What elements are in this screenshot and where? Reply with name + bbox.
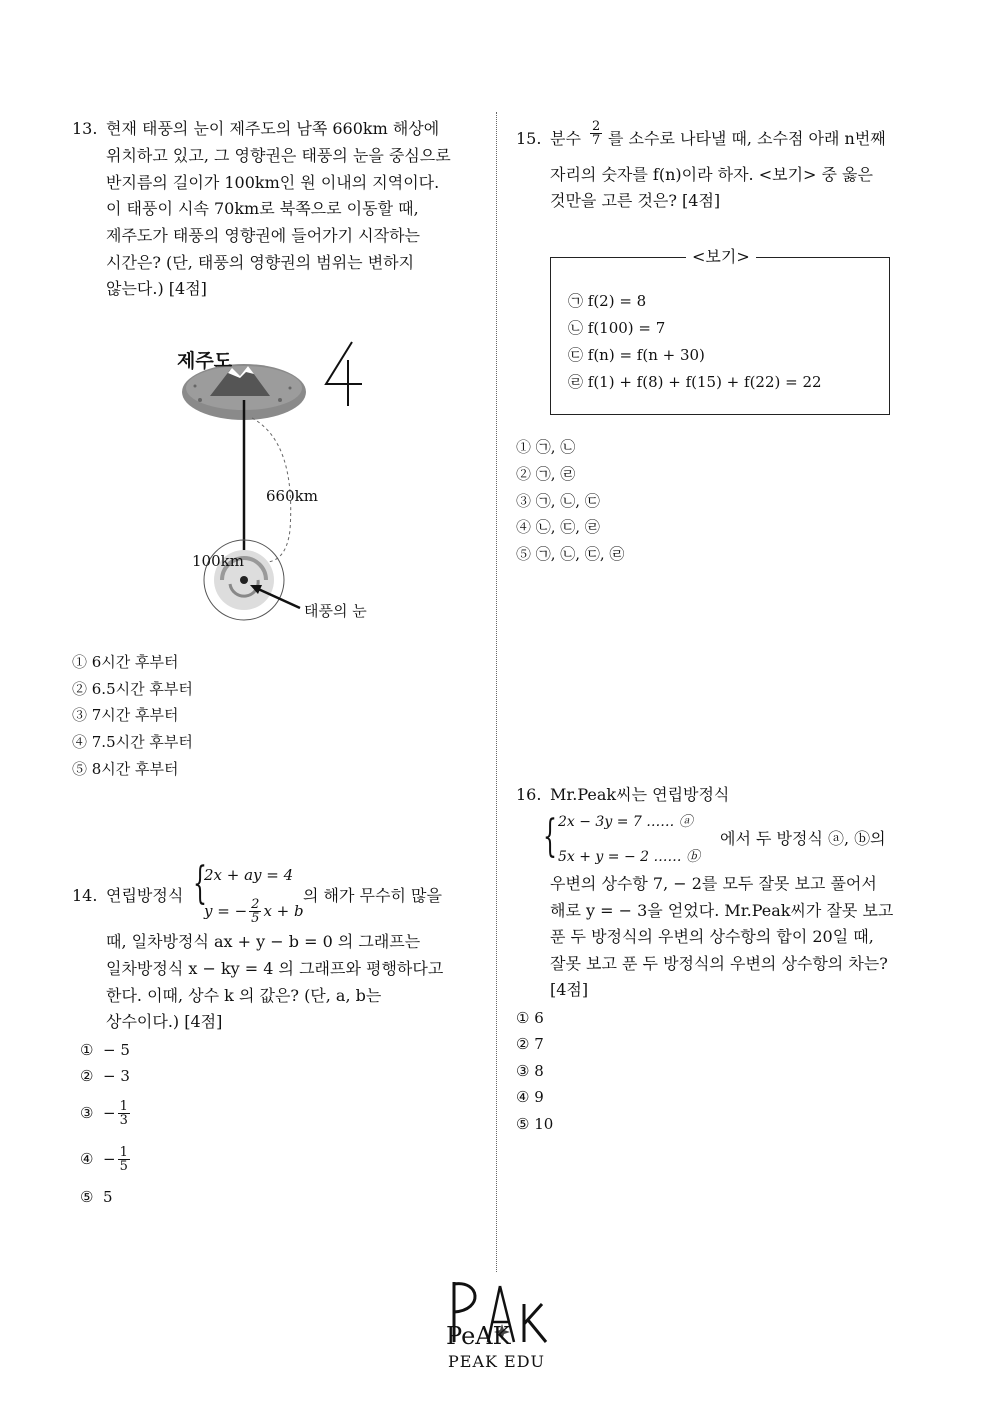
radius-label: 100km <box>192 552 244 570</box>
question-text-line: 푼 두 방정식의 우변의 상수항의 합이 20일 때, <box>550 927 874 946</box>
example-item: ㉢ f(n) = f(n + 30) <box>568 346 705 364</box>
choice-3[interactable]: ③ ㉠, ㉡, ㉢ <box>516 492 600 510</box>
question-lead: 분수 <box>550 129 581 148</box>
typhoon-figure <box>170 330 400 630</box>
choice-1[interactable]: ① ㉠, ㉡ <box>516 438 576 456</box>
system-brace: { <box>193 858 207 909</box>
choice-4[interactable]: ④ ㉡, ㉢, ㉣ <box>516 518 600 536</box>
question-text-line: 위치하고 있고, 그 영향권은 태풍의 눈을 중심으로 <box>106 146 451 165</box>
example-box-title: <보기> <box>686 244 756 267</box>
question-text-line: 한다. 이때, 상수 k 의 값은? (단, a, b는 <box>106 986 382 1005</box>
question-text-line: 에서 두 방정식 ⓐ, ⓑ의 <box>720 829 886 848</box>
question-text-line: 않는다.) [4점] <box>106 279 207 298</box>
choice-2[interactable]: ② 6.5시간 후부터 <box>72 680 193 698</box>
question-text-line: 이 태풍이 시속 70km로 북쪽으로 이동할 때, <box>106 199 419 218</box>
system-brace: { <box>543 811 557 862</box>
question-text-line: 해로 y = − 3을 얻었다. Mr.Peak씨가 잘못 보고 <box>550 901 894 920</box>
example-item: ㉡ f(100) = 7 <box>568 319 666 337</box>
question-lead: 연립방정식 <box>106 886 184 905</box>
choice-1[interactable]: ① 6시간 후부터 <box>72 653 179 671</box>
choice-4[interactable]: ④ 7.5시간 후부터 <box>72 733 193 751</box>
choice-5[interactable]: ⑤ 10 <box>516 1115 554 1133</box>
equation-2: y = − $\frac{2}{5}$ x + b <box>204 896 304 926</box>
fraction: $\frac{2}{7}$ <box>592 119 601 148</box>
island-label: 제주도 <box>177 350 233 372</box>
question-text-line: 것만을 고른 것은? [4점] <box>550 191 721 210</box>
question-number: 13. <box>72 119 98 138</box>
question-text-line: [4점] <box>550 980 589 999</box>
choice-3[interactable]: ③ 8 <box>516 1062 544 1080</box>
distance-label: 660km <box>266 487 318 505</box>
logo-text: PeAK <box>446 1322 511 1350</box>
question-text-line: 일차방정식 x − ky = 4 의 그래프와 평행하다고 <box>106 959 444 978</box>
equation-2: 5x + y = − 2 …… ⓑ <box>558 849 700 865</box>
choice-3[interactable]: ③ − $\frac{1}{3}$ <box>80 1098 128 1128</box>
brand-name: PEAK EDU <box>448 1352 546 1371</box>
question-text-line: 현재 태풍의 눈이 제주도의 남쪽 660km 해상에 <box>106 119 440 138</box>
question-text-line: 의 해가 무수히 많을 <box>303 886 442 905</box>
choice-2[interactable]: ② 7 <box>516 1035 544 1053</box>
choice-2[interactable]: ② ㉠, ㉣ <box>516 465 576 483</box>
question-text-line: 반지름의 길이가 100km인 원 이내의 지역이다. <box>106 173 440 192</box>
column-divider <box>496 112 497 1272</box>
question-text-line: 제주도가 태풍의 영향권에 들어가기 시작하는 <box>106 226 421 245</box>
question-text-line: 때, 일차방정식 ax + y − b = 0 의 그래프는 <box>106 932 421 951</box>
handwritten-answer-icon <box>326 342 362 406</box>
choice-3[interactable]: ③ 7시간 후부터 <box>72 706 179 724</box>
choice-5[interactable]: ⑤ 8시간 후부터 <box>72 760 179 778</box>
choice-4[interactable]: ④ − $\frac{1}{5}$ <box>80 1144 128 1174</box>
fraction: $\frac{2}{5}$ <box>251 896 260 926</box>
question-text-line: 시간은? (단, 태풍의 영향권의 범위는 변하지 <box>106 253 415 272</box>
choice-2[interactable]: ② − 3 <box>80 1067 130 1085</box>
question-text-line: 우변의 상수항 7, − 2를 모두 잘못 보고 풀어서 <box>550 874 877 893</box>
choice-1[interactable]: ① 6 <box>516 1009 544 1027</box>
question-text-line: 자리의 숫자를 f(n)이라 하자. <보기> 중 옳은 <box>550 165 873 184</box>
example-item: ㉠ f(2) = 8 <box>568 292 647 310</box>
question-number: 15. <box>516 129 542 148</box>
equation-1: 2x + ay = 4 <box>204 866 294 884</box>
choice-1[interactable]: ① − 5 <box>80 1041 130 1059</box>
question-text-line: 를 소수로 나타낼 때, 소수점 아래 n번째 <box>608 129 886 148</box>
choice-4[interactable]: ④ 9 <box>516 1088 544 1106</box>
eye-label: 태풍의 눈 <box>304 602 367 620</box>
equation-1: 2x − 3y = 7 …… ⓐ <box>558 814 693 830</box>
choice-5[interactable]: ⑤ ㉠, ㉡, ㉢, ㉣ <box>516 545 625 563</box>
question-text-line: 잘못 보고 푼 두 방정식의 우변의 상수항의 차는? <box>550 954 888 973</box>
choice-5[interactable]: ⑤ 5 <box>80 1188 113 1206</box>
question-number: 16. <box>516 785 542 804</box>
question-number: 14. <box>72 886 98 905</box>
example-item: ㉣ f(1) + f(8) + f(15) + f(22) = 22 <box>568 373 822 391</box>
question-lead: Mr.Peak씨는 연립방정식 <box>550 785 730 804</box>
question-text-line: 상수이다.) [4점] <box>106 1012 223 1031</box>
